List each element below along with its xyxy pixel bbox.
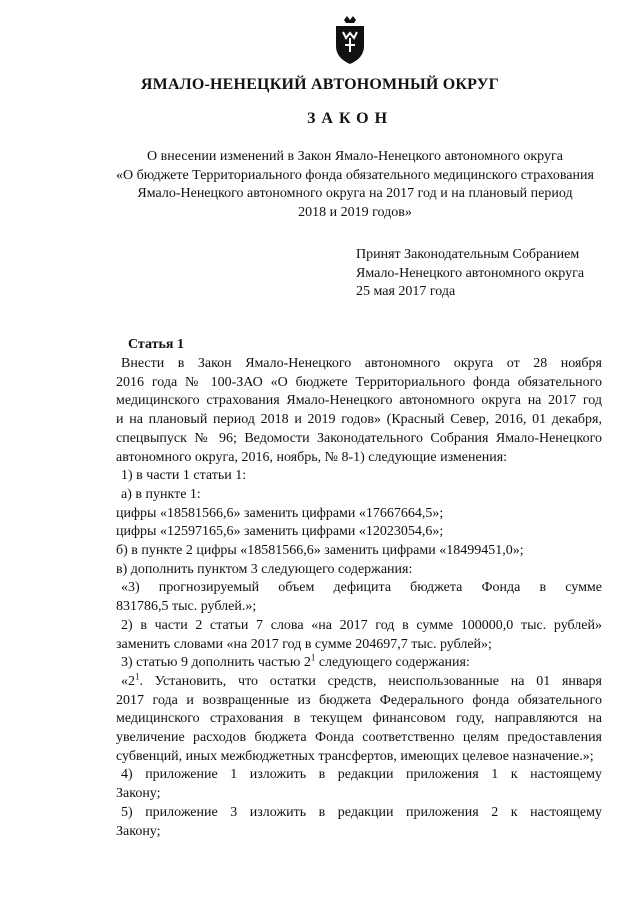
article-body [116, 355, 602, 841]
article-line: 3) статью 9 дополнить частью $2^1$ следующего содержания: [121, 652, 470, 671]
coat-of-arms-emblem [330, 14, 370, 66]
article-line: 2) в части 2 статьи 7 слова «на 2017 год в сумме 100000,0 тыс. рублей» [121, 617, 602, 633]
article-line: «3) прогнозируемый объем дефицита бюджета Фонда в сумме [121, 580, 602, 596]
title-line: 2018 и 2019 годов» [298, 204, 412, 220]
article-line: спецвыпуск № 96; Ведомости Законодательного Собрания Ямало-Ненецкого [116, 430, 602, 446]
article-line: 1) в части 1 статьи 1: [121, 468, 247, 484]
article-line: цифры «18581566,6» заменить цифрами «17667664,5»; [116, 505, 444, 521]
law-title [100, 148, 610, 222]
superscript-index: 1 [135, 671, 140, 682]
document-type: ЗАКОН [306, 110, 394, 127]
article-line: увеличение расходов бюджета Фонда соответственно целям предоставления [116, 730, 602, 746]
superscript-index: 1 [310, 652, 316, 663]
article-line: 831786,5 тыс. рублей.»; [116, 599, 257, 615]
article-line: б) в пункте 2 цифры «18581566,6» заменить цифрами «18499451,0»; [116, 543, 524, 559]
article-line: Закону; [116, 823, 161, 839]
article-line: субвенций, иных межбюджетных трансфертов, имеющих целевое назначение.»; [116, 748, 594, 764]
adoption-line: Принят Законодательным Собранием [356, 247, 580, 262]
article-line: медицинского страхования в текущем финансовом году, направляются на [116, 711, 602, 727]
title-line: Ямало-Ненецкого автономного округа на 2017 год и на плановый период [137, 186, 573, 201]
article-line: «$2^1$. Установить, что остатки средств, неиспользованные на 01 января [121, 671, 602, 689]
article-heading: Статья 1 [128, 337, 184, 352]
adoption-line: Ямало-Ненецкого автономного округа [356, 265, 585, 281]
adoption-line: 25 мая 2017 года [356, 284, 456, 299]
article-line: медицинского страхования Ямало-Ненецкого автономного округа на 2017 год [116, 393, 602, 409]
article-line: 2017 года и возвращенные из бюджета Федерального фонда обязательного [116, 692, 602, 708]
article-line: автономного округа, 2016, ноябрь, № 8-1) следующие изменения: [116, 449, 508, 465]
adoption-note [356, 246, 584, 302]
article-line: и на плановый период 2018 и 2019 годов» (Красный Север, 2016, 01 декабря, [116, 412, 602, 428]
article-line: 4) приложение 1 изложить в редакции приложения 1 к настоящему [121, 767, 602, 783]
article-line: а) в пункте 1: [121, 486, 201, 502]
article-line: 5) приложение 3 изложить в редакции приложения 2 к настоящему [121, 804, 602, 820]
title-line: «О бюджете Территориального фонда обязательного медицинского страхования [116, 167, 594, 183]
article-line: в) дополнить пунктом 3 следующего содержания: [116, 561, 413, 577]
article-line: цифры «12597165,6» заменить цифрами «12023054,6»; [116, 524, 444, 540]
article-line: 2016 года № 100-ЗАО «О бюджете Территориального фонда обязательного [116, 374, 602, 390]
article-line: Внести в Закон Ямало-Ненецкого автономного округа от 28 ноября [121, 356, 602, 371]
article-line: Закону; [116, 786, 161, 802]
article-line: заменить словами «на 2017 год в сумме 204697,7 тыс. рублей»; [116, 636, 492, 652]
region-name: ЯМАЛО-НЕНЕЦКИЙ АВТОНОМНЫЙ ОКРУГ [140, 76, 500, 93]
title-line: О внесении изменений в Закон Ямало-Ненецкого автономного округа [147, 149, 563, 164]
